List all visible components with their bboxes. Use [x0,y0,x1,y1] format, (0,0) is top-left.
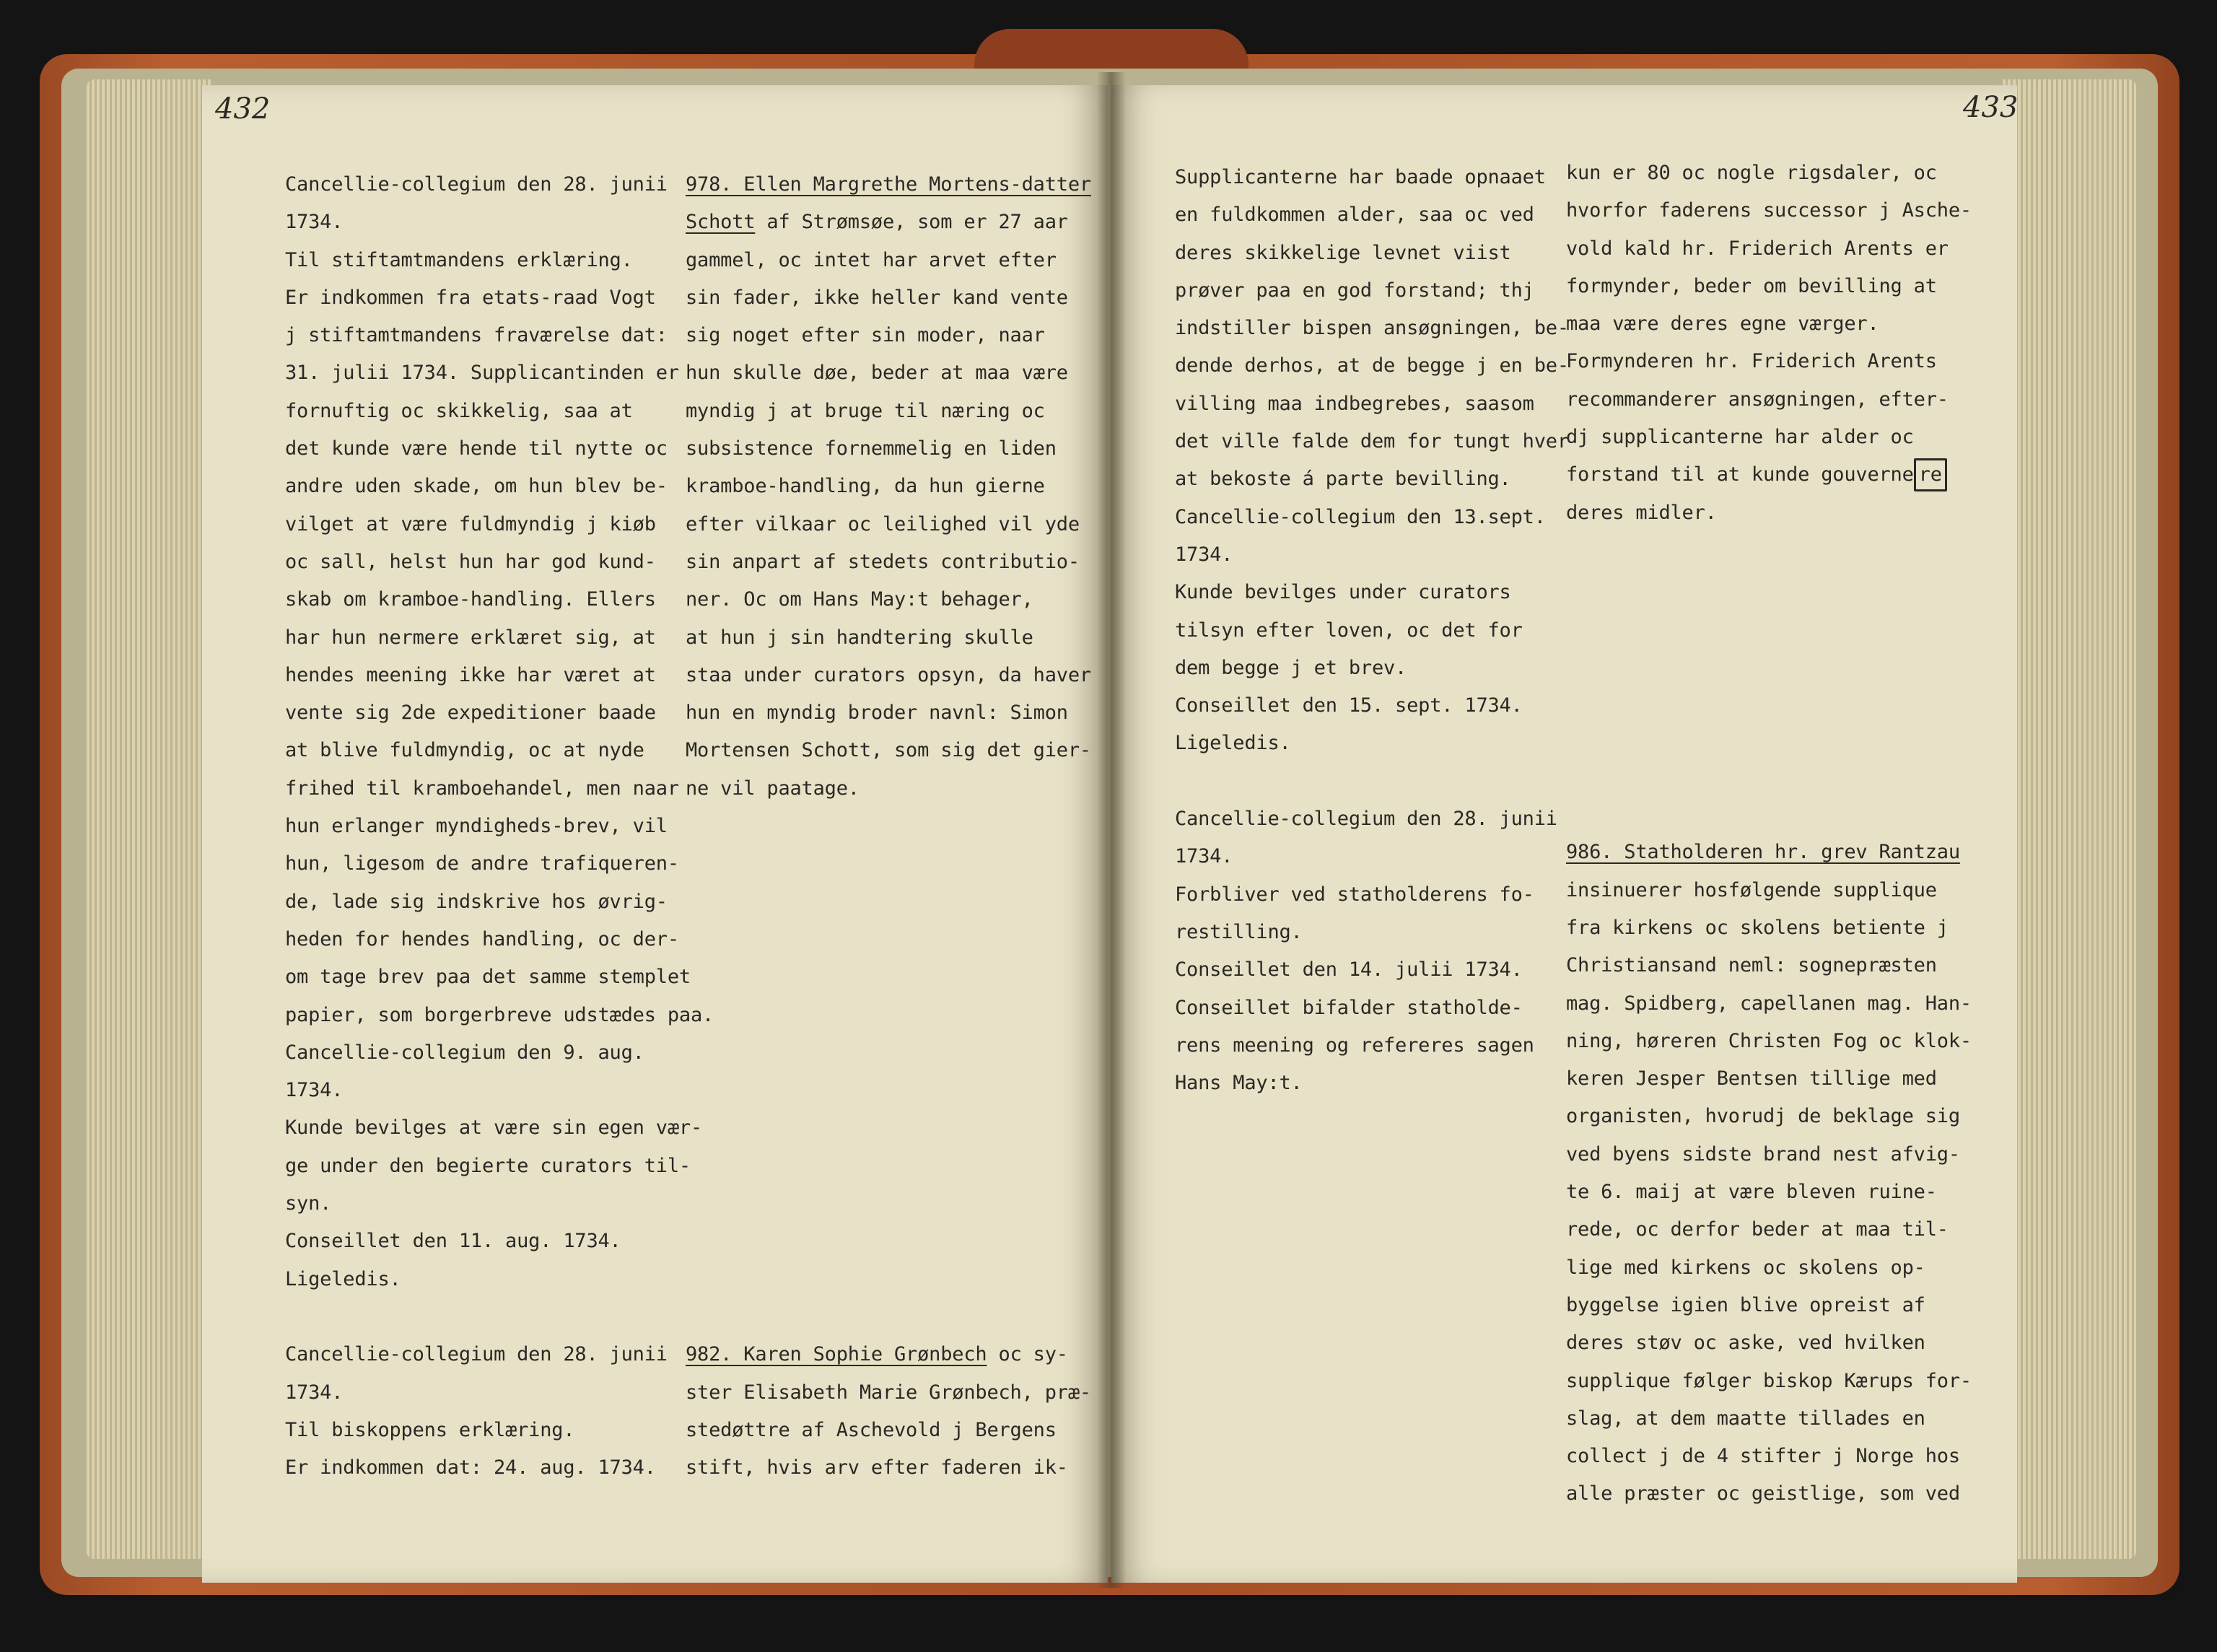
text-line [1566,796,1972,834]
handwritten-insertion: re [1914,458,1947,491]
text-line: 1734. [285,1381,344,1404]
text-line: fra kirkens oc skolens betiente j [1566,916,1949,939]
text-line [1566,834,1972,871]
text-line: subsistence fornemmelig en liden [686,437,1057,460]
text-line: ning, høreren Christen Fog oc klok- [1566,1029,1972,1052]
text-line [1566,532,1972,569]
text-line: Mortensen Schott, som sig det gier- [686,739,1091,762]
text-line: fornuftig oc skikkelig, saa at [285,399,633,422]
text-line: en fuldkommen alder, saa oc ved [1175,204,1534,227]
text-line: stedøttre af Aschevold j Bergens [686,1418,1057,1441]
right-column-2 [1566,154,1972,1513]
page-number-right: 433 [1963,91,2019,124]
text-line: deres midler. [1566,501,1717,524]
text-line: keren Jesper Bentsen tillige med [1566,1067,1937,1091]
text-line: Conseillet den 15. sept. 1734. [1175,694,1523,717]
text-line: sig noget efter sin moder, naar [686,324,1045,347]
text-line: staa under curators opsyn, da haver [686,663,1091,686]
text-line: kramboe-handling, da hun gierne [686,475,1045,498]
text-line: vente sig 2de expeditioner baade [285,702,656,725]
text-line: Conseillet den 14. julii 1734. [1175,958,1523,982]
text-line: skab om kramboe-handling. Ellers [285,588,656,611]
right-page [1111,85,2017,1583]
text-line: ner. Oc om Hans May:t behager, [686,588,1033,611]
text-line: Til biskoppens erklæring. [285,1418,575,1441]
text-line: recommanderer ansøgningen, efter- [1566,388,1949,411]
text-line: alle præster oc geistlige, som ved [1566,1482,1960,1505]
text-line [686,808,1091,845]
text-line: lige med kirkens oc skolens op- [1566,1256,1925,1279]
text-line: supplique følger biskop Kærups for- [1566,1369,1972,1392]
text-line: Cancellie-collegium den 28. junii [285,173,668,196]
text-line: tilsyn efter loven, oc det for [1175,619,1523,642]
text-line: Til stiftamtmandens erklæring. [285,248,633,271]
text-line: 1734. [1175,543,1233,566]
text-line [686,997,1091,1034]
left-page [202,85,1108,1583]
text-line: villing maa indbegrebes, saasom [1175,392,1534,415]
text-line: restilling. [1175,920,1303,943]
text-line [686,958,1091,996]
text-line: sin fader, ikke heller kand vente [686,286,1068,309]
text-line: frihed til kramboehandel, men naar [285,777,679,800]
text-line: Conseillet den 11. aug. 1734. [285,1230,621,1253]
text-line: rens meening og refereres sagen [1175,1033,1534,1057]
text-line: prøver paa en god forstand; thj [1175,279,1534,302]
text-line: vold kald hr. Friderich Arents er [1566,237,1949,260]
text-line: dem begge j et brev. [1175,656,1407,679]
text-line: at blive fuldmyndig, oc at nyde [285,739,644,762]
text-line [686,1034,1091,1072]
text-line [686,845,1091,883]
text-line: forstand til at kunde gouverne re [1566,456,1972,494]
page-number-left: 432 [215,92,271,126]
text-line: rede, oc derfor beder at maa til- [1566,1218,1949,1241]
text-line: Ligeledis. [285,1267,401,1290]
text-line: dende derhos, at de begge j en be- [1175,354,1569,377]
text-line: andre uden skade, om hun blev be- [285,475,668,498]
text-line [1566,720,1972,758]
left-column-2 [686,166,1091,1487]
text-line: 1734. [285,1079,344,1102]
text-line: hvorfor faderens successor j Asche- [1566,199,1972,222]
text-line [1566,645,1972,683]
text-line: Ligeledis. [1175,732,1291,755]
text-line [686,1298,1091,1336]
text-line [686,1109,1091,1147]
text-line [686,1148,1091,1185]
text-line: 982. Karen Sophie Grønbech oc sy- [686,1343,1068,1366]
text-line: det ville falde dem for tungt hver [1175,430,1569,453]
text-line: har hun nermere erklæret sig, at [285,626,656,649]
text-line: Er indkommen dat: 24. aug. 1734. [285,1456,656,1480]
text-line: formynder, beder om bevilling at [1566,274,1937,297]
text-line: 1734. [1175,845,1233,868]
book-gutter [1097,72,1126,1588]
text-line [686,883,1091,921]
text-line: ne vil paatage. [686,777,860,800]
text-line: at hun j sin handtering skulle [686,626,1033,649]
text-line: Cancellie-collegium den 9. aug. [285,1041,644,1064]
text-line: 1734. [285,211,344,234]
text-line: Forbliver ved statholderens fo- [1175,883,1534,906]
text-line: Supplicanterne har baade opnaaet [1175,166,1546,188]
text-line: kun er 80 oc nogle rigsdaler, oc [1566,162,1937,184]
text-line: Cancellie-collegium den 28. junii [285,1343,668,1366]
text-line: oc sall, helst hun har god kund- [285,550,656,573]
text-line: j stiftamtmandens fraværelse dat: [285,324,668,347]
text-line [686,1223,1091,1260]
text-line [1175,763,1569,800]
text-line: hun, ligesom de andre trafiqueren- [285,852,679,875]
underlined-entry-heading: 986. Statholderen hr. grev Rantzau [1566,841,1960,864]
text-line: Formynderen hr. Friderich Arents [1566,350,1937,373]
text-line: papier, som borgerbreve udstædes paa. [285,1003,714,1026]
text-line: ved byens sidste brand nest afvig- [1566,1142,1960,1166]
text-line: indstiller bispen ansøgningen, be- [1175,317,1569,340]
text-line: Cancellie-collegium den 28. junii [1175,808,1557,831]
text-line [1566,683,1972,720]
text-line: dj supplicanterne har alder oc [1566,426,1914,449]
text-line: hun skulle døe, beder at maa være [686,362,1068,385]
text-line: insinuerer hosfølgende supplique [1566,878,1937,901]
text-line: Conseillet bifalder statholde- [1175,996,1523,1019]
text-line: Er indkommen fra etats-raad Vogt [285,286,656,309]
text-line: Cancellie-collegium den 13.sept. [1175,505,1546,528]
text-line [1566,569,1972,607]
text-line: gammel, oc intet har arvet efter [686,248,1057,271]
text-line [1566,608,1972,645]
text-line [686,921,1091,958]
text-line: hun en myndig broder navnl: Simon [686,702,1068,725]
text-line: myndig j at bruge til næring oc [686,399,1045,422]
text-line: Kunde bevilges at være sin egen vær- [285,1116,702,1140]
text-line: te 6. maij at være bleven ruine- [1566,1181,1937,1204]
text-line: collect j de 4 stifter j Norge hos [1566,1445,1960,1468]
text-line: de, lade sig indskrive hos øvrig- [285,890,668,913]
text-line: det kunde være hende til nytte oc [285,437,668,460]
left-column-1 [285,166,714,1487]
text-line [1566,759,1972,796]
underlined-entry-heading: 978. Ellen Margrethe Mortens-datter [686,173,1091,196]
text-line: organisten, hvorudj de beklage sig [1566,1105,1960,1128]
text-line [686,1261,1091,1298]
text-line: Schott af Strømsøe, som er 27 aar [686,211,1068,234]
text-line: sin anpart af stedets contributio- [686,550,1080,573]
text-line: hendes meening ikke har været at [285,663,656,686]
text-line [686,1072,1091,1109]
page-edges-right [2003,79,2136,1559]
text-line: 31. julii 1734. Supplicantinden er [285,362,679,385]
text-line: efter vilkaar oc leilighed vil yde [686,512,1080,536]
text-line: syn. [285,1192,332,1215]
text-line: mag. Spidberg, capellanen mag. Han- [1566,992,1972,1015]
text-line: byggelse igien blive opreist af [1566,1293,1925,1316]
right-column-1 [1175,159,1569,1102]
text-line [686,166,1091,204]
text-line: heden for hendes handling, oc der- [285,927,679,950]
text-line: Christiansand neml: sognepræsten [1566,954,1937,977]
text-line: stift, hvis arv efter faderen ik- [686,1456,1068,1480]
text-line: Hans May:t. [1175,1072,1303,1095]
text-line [285,1298,714,1336]
underlined-entry-heading: Schott [686,211,756,234]
text-line: ster Elisabeth Marie Grønbech, præ- [686,1381,1091,1404]
text-line [686,1185,1091,1223]
text-line: deres støv oc aske, ved hvilken [1566,1332,1925,1355]
text-line: om tage brev paa det samme stemplet [285,966,691,989]
underlined-entry-heading: 982. Karen Sophie Grønbech [686,1343,987,1366]
text-line: Kunde bevilges under curators [1175,581,1511,604]
text-line: maa være deres egne værger. [1566,313,1879,336]
text-line: deres skikkelige levnet viist [1175,241,1511,264]
text-line: hun erlanger myndigheds-brev, vil [285,815,668,838]
text-line: slag, at dem maatte tillades en [1566,1407,1925,1430]
page-edges-left [87,79,213,1559]
text-line: vilget at være fuldmyndig j kiøb [285,512,656,536]
text-line: at bekoste á parte bevilling. [1175,468,1511,491]
text-line: ge under den begierte curators til- [285,1154,691,1177]
